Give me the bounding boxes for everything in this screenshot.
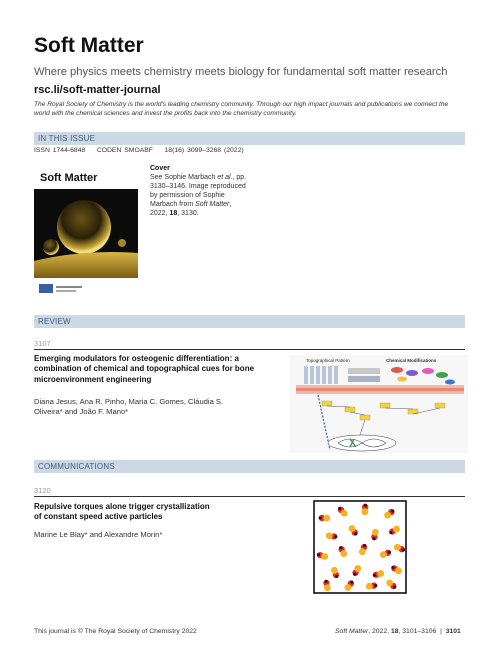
cover-text-volume: 18: [169, 210, 178, 218]
particle-core: [319, 516, 322, 519]
communications-heading: COMMUNICATIONS: [38, 462, 115, 471]
particle-core: [324, 580, 327, 583]
particle-head: [384, 512, 391, 519]
particle-head: [377, 570, 384, 577]
footer-citation: [335, 628, 461, 635]
particle-head: [324, 584, 331, 591]
review-graphical-abstract: [290, 355, 468, 453]
cover-description: [150, 164, 250, 219]
particle-core: [393, 585, 396, 588]
particle-core: [402, 548, 405, 551]
footer-pages: , 3101–3106: [398, 628, 437, 635]
review-article-title[interactable]: Emerging modulators for osteogenic differentiation: a combination of chemical and topographical cues for bone microenvironment engineering: [34, 354, 255, 384]
coden: CODEN SMOABF: [96, 147, 153, 154]
particle-core: [389, 531, 392, 534]
particle-core: [334, 535, 337, 538]
review-figure: [290, 355, 468, 453]
communications-article-title[interactable]: Repulsive torques alone trigger crystallization of constant speed active particles: [34, 502, 210, 522]
particle-head: [341, 510, 348, 517]
particle-core: [353, 573, 356, 576]
particle-core: [373, 574, 376, 577]
cover-text-journal: Soft Matter: [195, 201, 230, 209]
issue-info: [34, 147, 244, 154]
particle-core: [317, 553, 320, 556]
cover-text-part: , pp. 3130–3146. Image reproduced by permission of Sophie Marbach from: [150, 174, 247, 209]
footer-page-number: 3101: [445, 628, 461, 635]
particle-head: [323, 515, 330, 522]
particle-head: [393, 526, 400, 533]
particle-core: [335, 575, 338, 578]
journal-tagline: Where physics meets chemistry meets biology for fundamental soft matter research: [34, 66, 448, 78]
particle-core: [350, 581, 353, 584]
particle-core: [391, 509, 394, 512]
particle-head: [359, 548, 366, 555]
particle-head: [380, 551, 387, 558]
particle-core: [391, 566, 394, 569]
particle-core: [339, 546, 342, 549]
particle-head: [331, 567, 338, 574]
particle-head: [349, 525, 356, 532]
particle-head: [386, 579, 393, 586]
journal-url[interactable]: rsc.li/soft-matter-journal: [34, 84, 161, 96]
particle-core: [354, 532, 357, 535]
cover-image: [34, 163, 138, 299]
review-page-number: 3107: [34, 339, 51, 348]
figure-label-left: Topographical Pattern: [306, 358, 350, 363]
cover-text-part: See Sophie Marbach: [150, 174, 218, 182]
figure-label-right: Chemical Modifications: [386, 358, 437, 363]
footer-journal: Soft Matter: [335, 628, 369, 635]
particle-core: [338, 507, 341, 510]
particle-head: [340, 550, 347, 557]
cover-magazine-title: Soft Matter: [40, 172, 98, 184]
communications-graphical-abstract: [313, 500, 407, 594]
review-rule: [34, 349, 465, 350]
particle-core: [364, 504, 367, 507]
particle-core: [388, 551, 391, 554]
communications-page-number: 3120: [34, 486, 51, 495]
particle-core: [372, 537, 375, 540]
communications-bar: [34, 460, 465, 473]
cover-artwork: [34, 163, 138, 299]
communications-authors: Marine Le Blay* and Alexandre Morin*: [34, 530, 163, 539]
particle-head: [345, 584, 352, 591]
particle-head: [394, 544, 401, 551]
particle-core: [363, 544, 366, 547]
in-this-issue-heading: IN THIS ISSUE: [38, 134, 96, 143]
particle-head: [366, 583, 373, 590]
communications-rule: [34, 496, 465, 497]
issn: ISSN 1744-6848: [34, 147, 86, 154]
particle-head: [372, 529, 379, 536]
in-this-issue-bar: [34, 132, 465, 145]
particle-core: [374, 584, 377, 587]
review-authors: Diana Jesus, Ana R. Pinho, Maria C. Gomes, Cláudia S. Oliveira* and João F. Mano*: [34, 397, 224, 417]
review-bar: [34, 315, 465, 328]
footer-citation-part: , 2022,: [368, 628, 391, 635]
particle-head: [321, 553, 328, 560]
volume-pages: 18(16) 3099–3268 (2022): [164, 147, 244, 154]
cover-text-etal: et al.: [217, 174, 233, 182]
cover-label: Cover: [150, 165, 170, 172]
cover-text-part: , 3130.: [177, 210, 199, 218]
particle-head: [395, 568, 402, 575]
journal-title: Soft Matter: [34, 34, 144, 57]
footer-volume: 18: [390, 628, 399, 635]
particle-crystal-figure: [313, 500, 407, 594]
cover-text-part: , 2022,: [150, 201, 232, 218]
particle-head: [361, 508, 368, 515]
review-heading: REVIEW: [38, 317, 71, 326]
rsc-intro-text: The Royal Society of Chemistry is the world's leading chemistry community. Through our high impact journals and publications we connect the world with the chemical sciences and invest the profits back into the chemistry community.: [34, 101, 449, 117]
footer-separator: |: [440, 628, 442, 635]
particle-head: [326, 532, 333, 539]
particle-head: [354, 565, 361, 572]
footer-copyright: This journal is © The Royal Society of Chemistry 2022: [34, 628, 197, 635]
